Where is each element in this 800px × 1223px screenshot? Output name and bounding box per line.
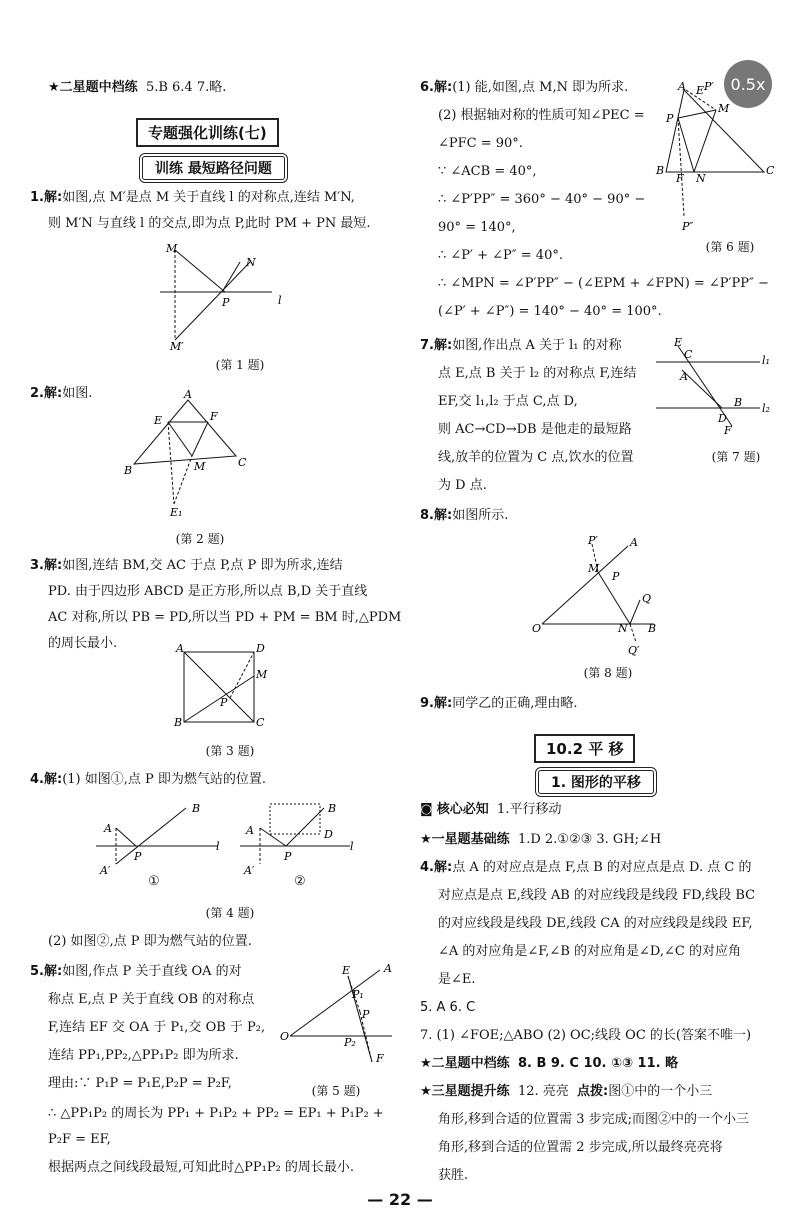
q6-line9: (∠P′ + ∠P″) = 140° − 40° = 100°. [438, 304, 662, 319]
svg-text:A: A [680, 370, 688, 383]
three-star-line2: 角形,移到合适的位置需 3 步完成;而图②中的一个小三 [438, 1112, 750, 1127]
q4b-line5: 是∠E. [438, 972, 476, 987]
q6-line2: (2) 根据轴对称的性质可知∠PEC = [438, 108, 645, 123]
svg-text:M: M [166, 242, 178, 255]
svg-text:P: P [362, 1008, 370, 1021]
svg-text:l₁: l₁ [762, 354, 770, 367]
svg-text:F: F [210, 410, 218, 423]
svg-text:E: E [154, 414, 163, 427]
section-subtitle: 训练 最短路径问题 [142, 156, 285, 180]
svg-text:C: C [238, 456, 247, 469]
svg-text:C: C [766, 164, 775, 177]
q4b-line3: 的对应线段是线段 DE,线段 CA 的对应线段是线段 EF, [438, 916, 753, 931]
svg-text:D: D [718, 412, 727, 425]
svg-text:B: B [648, 622, 657, 635]
q7-figure [656, 336, 786, 436]
svg-text:A: A [184, 388, 192, 401]
svg-text:Q′: Q′ [628, 644, 640, 657]
svg-text:N: N [246, 256, 256, 269]
svg-text:P: P [666, 112, 674, 125]
q4-caption: (第 4 题) [205, 906, 255, 920]
q6-line5: ∴ ∠P′PP″ = 360° − 40° − 90° − [438, 192, 646, 207]
svg-text:F: F [724, 424, 732, 437]
q7-line4: 则 AC→CD→DB 是他走的最短路 [438, 422, 632, 437]
zoom-badge[interactable]: 0.5x [724, 60, 772, 108]
svg-text:l₂: l₂ [762, 402, 770, 415]
svg-text:P: P [284, 850, 292, 863]
q1-figure [160, 240, 310, 353]
q7b-line: 7. (1) ∠FOE;△ABO (2) OC;线段 OC 的长(答案不唯一) [420, 1028, 752, 1043]
q4b-line2: 对应点是点 E,线段 AB 的对应线段是线段 FD,线段 BC [438, 888, 756, 903]
q5b-line: 5. A 6. C [420, 1000, 476, 1015]
q8-caption: (第 8 题) [583, 666, 633, 680]
q4-line2: (2) 如图②,点 P 即为燃气站的位置. [48, 934, 252, 949]
svg-text:E: E [674, 336, 683, 349]
q6-line8: ∴ ∠MPN = ∠P′PP″ − (∠EPM + ∠FPN) = ∠P′PP″ − [438, 276, 769, 291]
svg-text:P′: P′ [588, 534, 598, 547]
q4-fig1-label: ① [148, 874, 160, 889]
q3-line2: PD. 由于四边形 ABCD 是正方形,所以点 B,D 关于直线 [48, 584, 368, 599]
svg-text:E: E [342, 964, 351, 977]
svg-text:O: O [280, 1030, 290, 1043]
q5-line6: ∴ △PP₁P₂ 的周长为 PP₁ + P₁P₂ + PP₂ = EP₁ + P₁P₂ + [48, 1106, 384, 1121]
q2-figure [124, 388, 274, 522]
q6-caption: (第 6 题) [705, 240, 755, 254]
q4b-line1: 4.解:点 A 的对应点是点 F,点 B 的对应点是点 D. 点 C 的 [420, 860, 752, 875]
three-star-line4: 获胜. [438, 1168, 469, 1183]
svg-text:A: A [176, 642, 184, 655]
q3-figure [174, 642, 284, 736]
two-star-line: ★二星题中档练 5.B 6.4 7.略. [48, 80, 227, 95]
q6-figure [656, 80, 786, 234]
svg-text:M: M [718, 102, 730, 115]
q5-line2: 称点 E,点 P 关于直线 OB 的对称点 [48, 992, 255, 1007]
svg-text:B: B [192, 802, 201, 815]
q4-figure-2 [240, 798, 370, 878]
svg-text:F: F [676, 172, 684, 185]
q7-line1: 7.解:如图,作出点 A 关于 l₁ 的对称 [420, 338, 622, 353]
q4b-line4: ∠A 的对应角是∠F,∠B 的对应角是∠D,∠C 的对应角 [438, 944, 741, 959]
q5-line7: P₂F = EF, [48, 1132, 111, 1147]
q8-figure [532, 532, 672, 658]
chapter-subtitle: 1. 图形的平移 [538, 770, 654, 794]
svg-text:A: A [384, 962, 392, 975]
svg-text:P′: P′ [704, 80, 714, 93]
star-icon: ★ [420, 1056, 432, 1071]
svg-text:P: P [220, 696, 228, 709]
section-title: 专题强化训练(七) [136, 118, 279, 147]
svg-text:P₁: P₁ [352, 988, 364, 1001]
chapter-title: 10.2 平 移 [534, 734, 635, 763]
q9-line1: 9.解:同学乙的正确,理由略. [420, 696, 578, 711]
svg-text:F: F [376, 1052, 384, 1065]
q4-line1: 4.解:(1) 如图①,点 P 即为燃气站的位置. [30, 772, 267, 787]
star-icon: ★ [420, 832, 432, 847]
svg-text:M′: M′ [170, 340, 184, 353]
svg-text:A: A [104, 822, 112, 835]
svg-text:B: B [656, 164, 665, 177]
svg-text:M: M [256, 668, 268, 681]
svg-text:M: M [194, 460, 206, 473]
q7-line2: 点 E,点 B 关于 l₂ 的对称点 F,连结 [438, 366, 637, 381]
q6-line7: ∴ ∠P′ + ∠P″ = 40°. [438, 248, 563, 263]
svg-text:D: D [256, 642, 265, 655]
svg-text:B: B [328, 802, 337, 815]
svg-text:A: A [678, 80, 686, 93]
q5-line1: 5.解:如图,作点 P 关于直线 OA 的对 [30, 964, 242, 979]
q6-line1: 6.解:(1) 能,如图,点 M,N 即为所求. [420, 80, 629, 95]
q4-fig2-label: ② [294, 874, 306, 889]
svg-text:B: B [124, 464, 133, 477]
q7-caption: (第 7 题) [711, 450, 761, 464]
svg-text:Q: Q [642, 592, 652, 605]
q6-line4: ∵ ∠ACB = 40°, [438, 164, 537, 179]
q1-line2: 则 M′N 与直线 l 的交点,即为点 P,此时 PM + PN 最短. [48, 216, 371, 231]
core-line: ◙ 核心必知 1.平行移动 [420, 802, 562, 817]
star-icon: ★ [48, 80, 60, 95]
q1-line1: 1.解:如图,点 M′是点 M 关于直线 l 的对称点,连结 M′N, [30, 190, 355, 205]
svg-text:A′: A′ [100, 864, 111, 877]
two-star-line-right: ★二星题中档练 8. B 9. C 10. ①③ 11. 略 [420, 1056, 679, 1071]
q3-caption: (第 3 题) [205, 744, 255, 758]
q5-line8: 根据两点之间线段最短,可知此时△PP₁P₂ 的周长最小. [48, 1160, 355, 1175]
svg-text:C: C [256, 716, 265, 729]
svg-text:M: M [588, 562, 600, 575]
q3-line3: AC 对称,所以 PB = PD,所以当 PD + PM = BM 时,△PDM [48, 610, 402, 625]
three-star-line3: 角形,移到合适的位置需 2 步完成,所以最终亮亮将 [438, 1140, 723, 1155]
q6-line3: ∠PFC = 90°. [438, 136, 523, 151]
svg-text:A: A [246, 824, 254, 837]
q5-line3: F,连结 EF 交 OA 于 P₁,交 OB 于 P₂, [48, 1020, 266, 1035]
svg-text:E: E [696, 84, 705, 97]
three-star-line: ★三星题提升练 12. 亮亮 点拨:图①中的一个小三 [420, 1084, 713, 1099]
svg-text:B: B [734, 396, 743, 409]
svg-text:l: l [278, 294, 282, 307]
svg-text:D: D [324, 828, 333, 841]
one-star-line: ★一星题基础练 1.D 2.①②③ 3. GH;∠H [420, 832, 662, 847]
svg-text:B: B [174, 716, 183, 729]
q5-figure [280, 962, 400, 1072]
svg-text:P″: P″ [682, 220, 694, 233]
star-icon: ★ [420, 1084, 432, 1099]
svg-text:O: O [532, 622, 542, 635]
book-icon: ◙ [420, 802, 433, 817]
page-number: — 22 — [367, 1190, 433, 1209]
q3-line1: 3.解:如图,连结 BM,交 AC 于点 P,点 P 即为所求,连结 [30, 558, 343, 573]
svg-text:l: l [350, 840, 354, 853]
svg-text:P: P [222, 296, 230, 309]
svg-text:P: P [134, 850, 142, 863]
q7-line6: 为 D 点. [438, 478, 487, 493]
q2-caption: (第 2 题) [175, 532, 225, 546]
svg-text:A′: A′ [244, 864, 255, 877]
svg-text:C: C [684, 348, 693, 361]
q8-line1: 8.解:如图所示. [420, 508, 509, 523]
svg-text:P: P [612, 570, 620, 583]
q5-line5: 理由:∵ P₁P = P₁E,P₂P = P₂F, [48, 1076, 232, 1091]
q7-line3: EF,交 l₁,l₂ 于点 C,点 D, [438, 394, 578, 409]
svg-text:N: N [618, 622, 628, 635]
q1-caption: (第 1 题) [215, 358, 265, 372]
q2-line1: 2.解:如图. [30, 386, 93, 401]
svg-text:E₁: E₁ [170, 506, 183, 519]
q5-caption: (第 5 题) [311, 1084, 361, 1098]
q6-line6: 90° = 140°, [438, 220, 516, 235]
q7-line5: 线,放羊的位置为 C 点,饮水的位置 [438, 450, 634, 465]
svg-text:A: A [630, 536, 638, 549]
svg-text:l: l [216, 840, 220, 853]
q5-line4: 连结 PP₁,PP₂,△PP₁P₂ 即为所求. [48, 1048, 239, 1063]
q3-line4: 的周长最小. [48, 636, 118, 651]
svg-text:N: N [696, 172, 706, 185]
svg-text:P₂: P₂ [344, 1036, 356, 1049]
q4-figure-1 [96, 798, 226, 878]
